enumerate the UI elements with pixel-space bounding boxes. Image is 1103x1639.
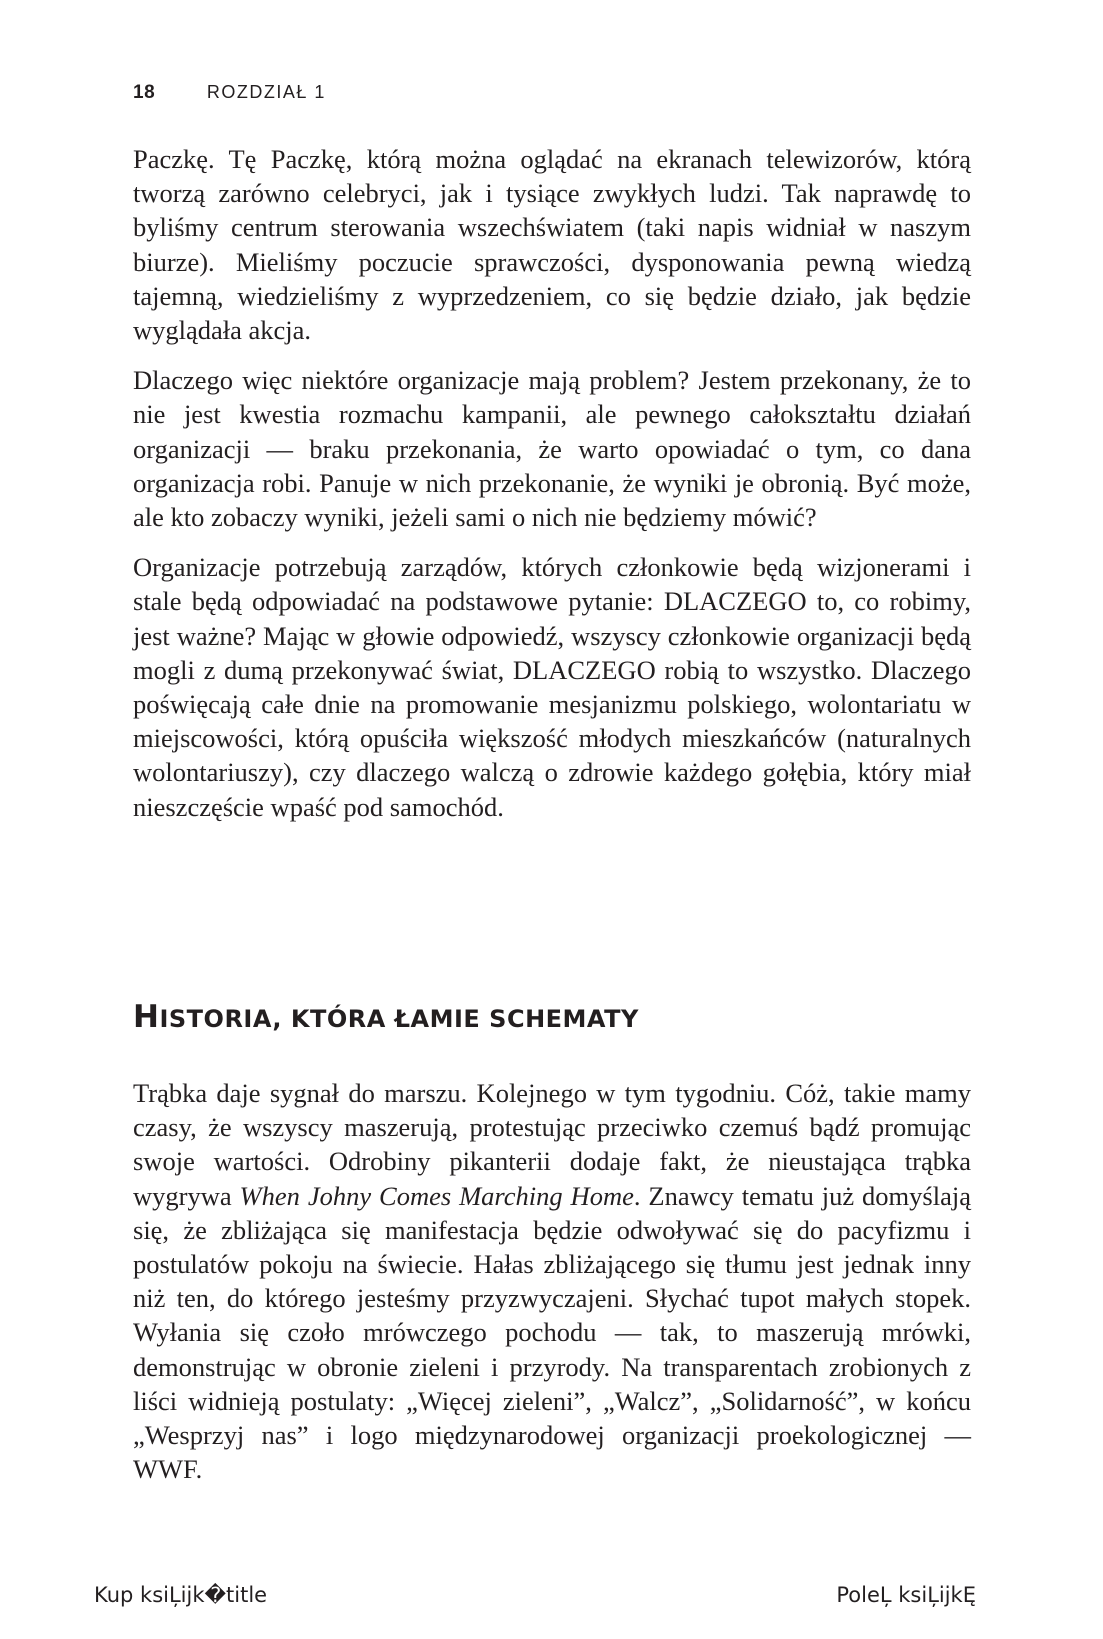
song-title: When Johny Comes Marching Home: [239, 1180, 634, 1211]
chapter-label: ROZDZIAŁ 1: [206, 82, 326, 102]
buy-book-link[interactable]: Kup ksiĻĳk�title: [94, 1583, 268, 1607]
paragraph-text-end: . Znawcy tematu już domyślają się, że zbliżająca się manifestacja będzie odwoływać się do pacyfizmu i postulatów pokoju na świecie. Hałas zbliżającego się tłumu jest jednak inny niż ten, do którego jesteśmy przyzwyczajeni. Słychać tupot małych stopek. Wyłania się czoło mrówczego pochodu — tak, to maszerują mrówki, demonstrując w obronie zieleni i przyrody. Na transparentach zrobionych z liści widnieją postulaty: „Więcej zieleni”, „Walcz”, „Solidarność”, w końcu „Wesprzyj nas” i logo międzynarodowej organizacji proekologicznej — WWF.: [133, 1180, 971, 1485]
paragraph: [133, 1076, 971, 1486]
section-one-text: [133, 142, 971, 840]
running-head: [133, 82, 326, 108]
section-heading-rest: ISTORIA, KTÓRA ŁAMIE SCHEMATY: [159, 1005, 639, 1033]
paragraph: Dlaczego więc niektóre organizacje mają problem? Jestem przekonany, że to nie jest kwestia rozmachu kampanii, ale pewnego całokształtu działań organizacji — braku przekonania, że warto opowiadać o tym, co dana organizacja robi. Panuje w nich przekonanie, że wyniki je obronią. Być może, ale kto zobaczy wyniki, jeżeli sami o nich nie będziemy mówić?: [133, 365, 971, 533]
recommend-book-link[interactable]: PoleĻ ksiĻĳkĘ: [836, 1583, 976, 1607]
paragraph: Organizacje potrzebują zarządów, których członkowie będą wizjonerami i stale będą odpowiadać na podstawowe pytanie: DLACZEGO to, co robimy, jest ważne? Mając w głowie odpowiedź, wszyscy członkowie organizacji będą mogli z dumą przekonywać świat, DLACZEGO robią to wszystko. Dlaczego poświęcają całe dnie na promowanie mesjanizmu polskiego, wolontariatu w miejscowości, którą opuściła większość młodych mieszkańców (naturalnych wolontariuszy), czy dlaczego walczą o zdrowie każdego gołębia, który miał nieszczęście wpaść pod samochód.: [133, 552, 971, 822]
paragraph: Paczkę. Tę Paczkę, którą można oglądać na ekranach telewizorów, którą tworzą zarówno celebryci, jak i tysiące zwykłych ludzi. Tak naprawdę to byliśmy centrum sterowania wszechświatem (taki napis widniał w naszym biurze). Mieliśmy poczucie sprawczości, dysponowania pewną wiedzą tajemną, wiedzieliśmy z wyprzedzeniem, co się będzie działo, jak będzie wyglądała akcja.: [133, 144, 971, 346]
page-number: 18: [133, 82, 156, 103]
paragraph-text-start: Trąbka daje sygnał do marszu. Kolejnego w tym tygodniu. Cóż, takie mamy czasy, że wszyscy maszerują, protestując przeciwko czemuś bądź promując swoje wartości. Odrobiny pikanterii dodaje fakt, że nieustająca trąbka wygrywa: [133, 1078, 971, 1211]
section-heading: [133, 999, 639, 1035]
section-heading-lead: H: [133, 999, 160, 1035]
section-two-text: [133, 1076, 971, 1502]
